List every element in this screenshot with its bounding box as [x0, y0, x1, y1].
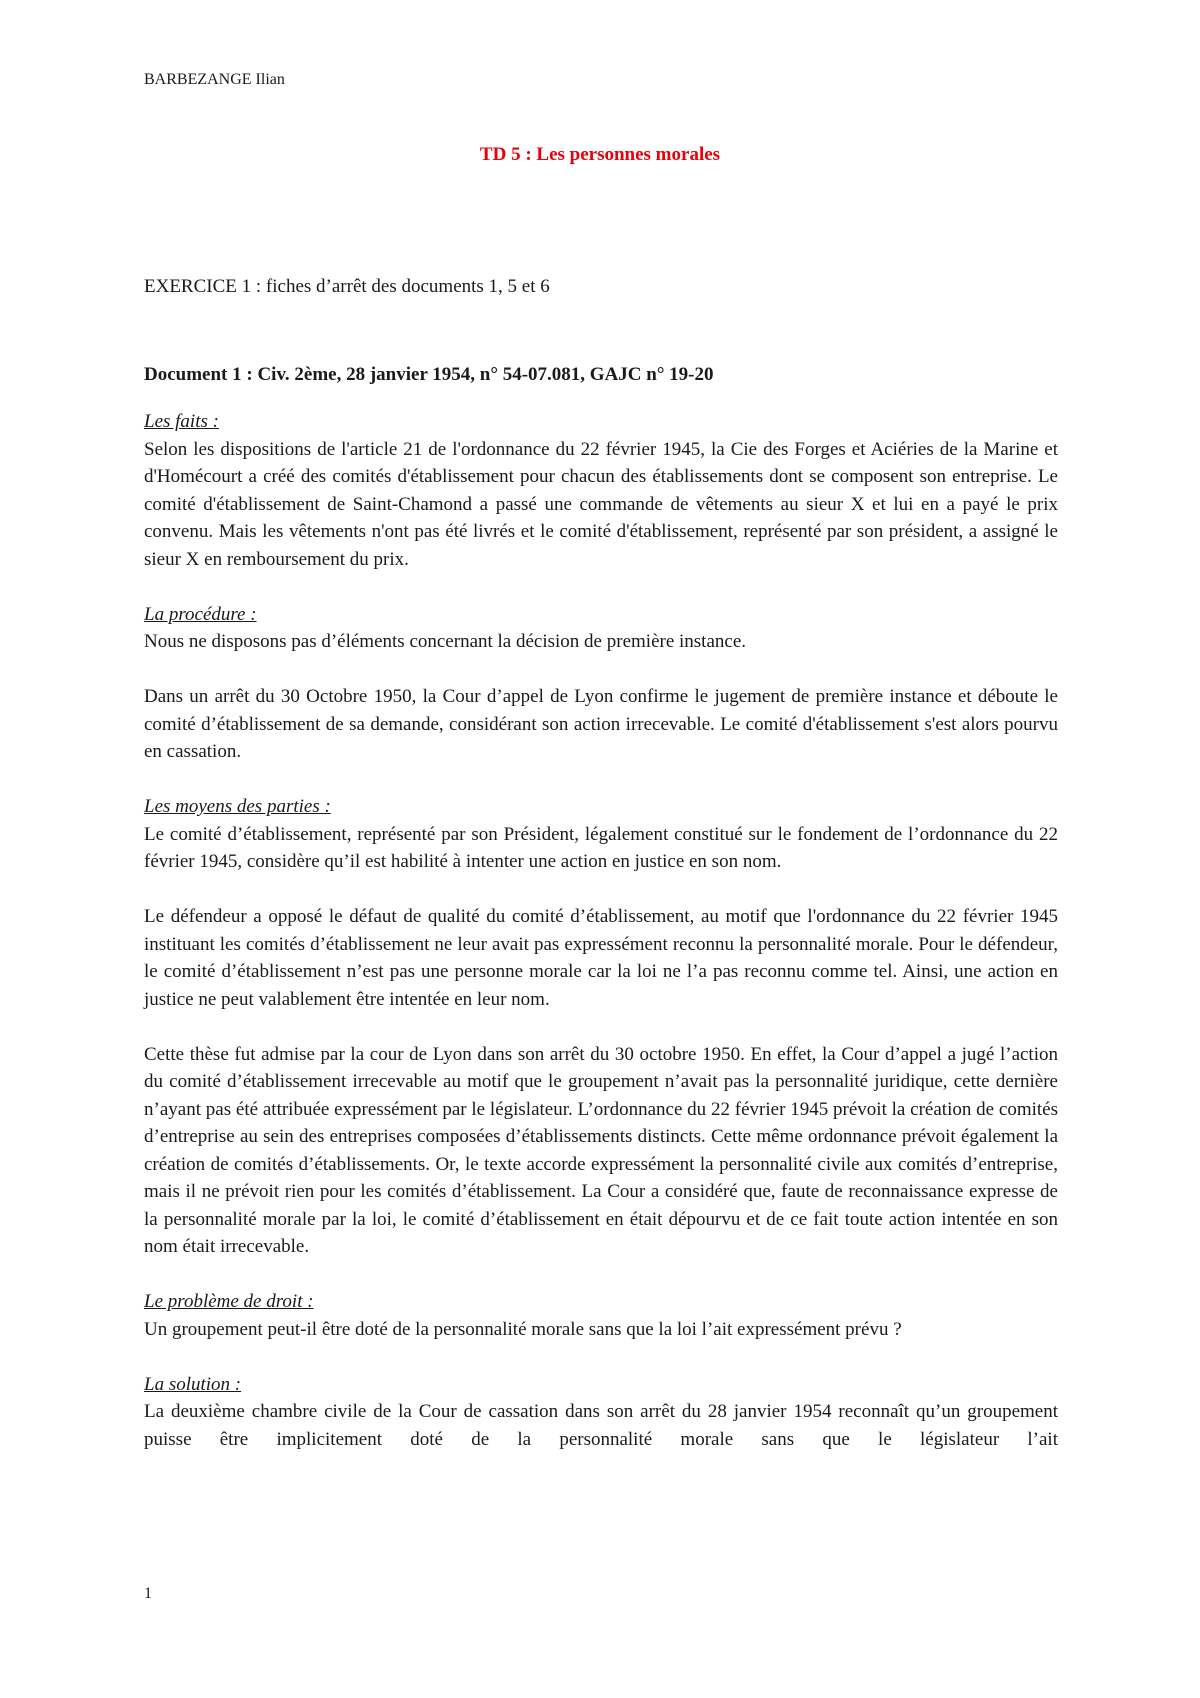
paragraph-moyens-3: Cette thèse fut admise par la cour de Lyon dans son arrêt du 30 octobre 1950. En effet, la Cour d’appel a jugé l’action du comité d’établissement irrecevable au motif que le groupement n’avait pas la personnalité juridique, cette dernière n’ayant pas été attribuée expressément par le législateur. L’ordonnance du 22 février 1945 prévoit la création de comités d’entreprise au sein des entreprises composées d’établissements distincts. Cette même ordonnance prévoit également la création de comités d’établissements. Or, le texte accorde expressément la personnalité civile aux comités d’entreprise, mais il ne prévoit rien pour les comités d’établissement. La Cour a considéré que, faute de reconnaissance expresse de la personnalité morale par la loi, le comité d’établissement en était dépourvu et de ce fait toute action intentée en son nom était irrecevable.	[144, 1043, 1058, 1257]
paragraph-probleme: Un groupement peut-il être doté de la personnalité morale sans que la loi l’ait expressément prévu ?	[144, 1318, 902, 1340]
section-label-solution: La solution :	[144, 1373, 242, 1395]
paragraph-solution: La deuxième chambre civile de la Cour de cassation dans son arrêt du 28 janvier 1954 reconnaît qu’un groupement puisse être implicitement doté de la personnalité morale sans que le législateur l’ait	[144, 1401, 1058, 1450]
page-number: 1	[144, 1585, 152, 1602]
section-label-procedure: La procédure :	[144, 603, 257, 625]
page-title: TD 5 : Les personnes morales	[479, 144, 721, 165]
paragraph-procedure-1: Nous ne disposons pas d’éléments concernant la décision de première instance.	[144, 631, 747, 652]
paragraph-moyens-2: Le défendeur a opposé le défaut de qualité du comité d’établissement, au motif que l'ordonnance du 22 février 1945 instituant les comités d’établissement ne leur avait pas expressément reconnu la personnalité morale. Pour le défendeur, le comité d’établissement n’est pas une personne morale car la loi ne l’a pas reconnu comme tel. Ainsi, une action en justice ne peut valablement être intentée en leur nom.	[144, 906, 1058, 1010]
document-body	[144, 408, 1058, 1453]
section-label-moyens: Les moyens des parties :	[144, 796, 331, 817]
paragraph-faits: Selon les dispositions de l'article 21 de l'ordonnance du 22 février 1945, la Cie des Forges et Aciéries de la Marine et d'Homécourt a créé des comités d'établissement pour chacun des établissements dont se composent son entreprise. Le comité d'établissement de Saint-Chamond a passé une commande de vêtements au sieur X et lui en a payé le prix convenu. Mais les vêtements n'ont pas été livrés et le comité d'établissement, représenté par son président, a assigné le sieur X en remboursement du prix.	[144, 438, 1058, 570]
section-label-faits: Les faits :	[144, 411, 219, 432]
author-name: BARBEZANGE Ilian	[144, 71, 285, 88]
paragraph-procedure-2: Dans un arrêt du 30 Octobre 1950, la Cour d’appel de Lyon confirme le jugement de première instance et déboute le comité d’établissement de sa demande, considérant son action irrecevable. Le comité d'établissement s'est alors pourvu en cassation.	[144, 686, 1058, 762]
section-label-probleme: Le problème de droit :	[144, 1291, 314, 1312]
paragraph-moyens-1: Le comité d’établissement, représenté par son Président, légalement constitué sur le fondement de l’ordonnance du 22 février 1945, considère qu’il est habilité à intenter une action en justice en son nom.	[144, 823, 1058, 872]
exercise-heading: EXERCICE 1 : fiches d’arrêt des documents 1, 5 et 6	[144, 276, 550, 297]
document-heading: Document 1 : Civ. 2ème, 28 janvier 1954, n° 54-07.081, GAJC n° 19-20	[144, 364, 714, 385]
